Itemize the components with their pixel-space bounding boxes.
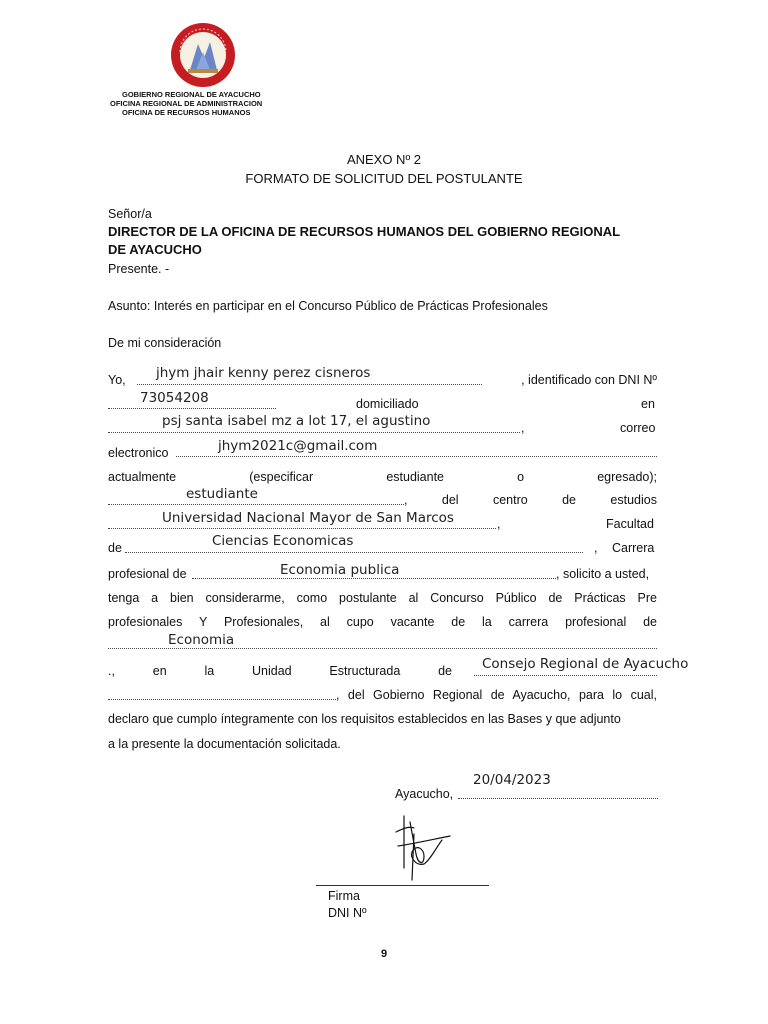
salutation: Señor/a (108, 207, 152, 221)
signature-line (316, 885, 489, 886)
dotted-line-name (137, 384, 482, 385)
label-domiciliado: domiciliado (356, 397, 419, 411)
word-unidad: Unidad (251, 664, 292, 678)
annex-title: ANEXO Nº 2 (346, 152, 422, 167)
paragraph-line-presente: a la presente la documentación solicitada. (108, 737, 341, 751)
dotted-line-email (176, 456, 657, 457)
label-yo: Yo, (108, 373, 126, 387)
word-en: en (152, 664, 167, 678)
dotted-line-date (458, 798, 658, 799)
unit-labels (108, 663, 452, 679)
filled-faculty: Ciencias Economicas (212, 533, 354, 549)
word-de: de (562, 493, 576, 507)
paragraph-line-profesionales: profesionales Y Profesionales, al cupo vacante de la carrera profesional de (108, 615, 657, 629)
dotted-line-unit-bottom (108, 699, 336, 700)
filled-name: jhym jhair kenny perez cisneros (156, 365, 371, 381)
word-centro: centro (492, 493, 528, 507)
dotted-line-faculty (125, 552, 583, 553)
label-firma: Firma (328, 889, 360, 903)
label-correo: correo (620, 421, 656, 435)
filled-address: psj santa isabel mz a lot 17, el agustino (162, 413, 431, 429)
addressee-line2: DE AYACUCHO (108, 242, 202, 257)
label-electronico: electronico (108, 446, 169, 460)
paragraph-line-tenga: tenga a bien considerarme, como postulante al Concurso Público de Prácticas Pre (108, 591, 657, 605)
paragraph-line-declaro: declaro que cumplo íntegramente con los requisitos establecidos en las Bases y que adjunto (108, 712, 621, 726)
word-del: del (441, 493, 459, 507)
word-egresado: egresado); (597, 470, 657, 484)
dotted-line-unit-top (474, 675, 657, 676)
word-comma: , (404, 493, 408, 507)
label-profesional-de: profesional de (108, 567, 187, 581)
label-dni: DNI Nº (328, 906, 367, 920)
handwritten-signature (390, 806, 460, 882)
page-number: 9 (380, 948, 388, 960)
org-name-line1: GOBIERNO REGIONAL DE AYACUCHO (122, 90, 261, 99)
label-solicito: , solicito a usted, (556, 567, 650, 581)
word-dot-comma: ., (108, 664, 115, 678)
filled-career: Economia publica (280, 562, 400, 578)
dotted-line-vacant-career (108, 648, 657, 649)
dotted-line-dni (108, 408, 276, 409)
label-en: en (641, 397, 655, 411)
org-name-line2: OFICINA REGIONAL DE ADMINISTRACION (110, 99, 263, 108)
label-facultad: Facultad (606, 517, 654, 531)
word-o: o (517, 470, 525, 484)
label-gobierno-regional: , del Gobierno Regional de Ayacucho, para lo cual, (336, 688, 657, 702)
dotted-line-condition (108, 504, 404, 505)
word-estudiante: estudiante (386, 470, 444, 484)
word-estructurada: Estructurada (329, 664, 401, 678)
word-estudios: estudios (610, 493, 657, 507)
study-center-labels (404, 492, 657, 508)
condition-spec-line (108, 469, 657, 485)
filled-vacant-career: Economia (168, 632, 235, 648)
label-comma-faculty: , (594, 541, 598, 555)
filled-email: jhym2021c@gmail.com (218, 438, 378, 454)
dotted-line-address (108, 432, 520, 433)
label-de: de (108, 541, 122, 555)
filled-condition: estudiante (186, 486, 258, 502)
presente-text: Presente. - (108, 262, 170, 276)
label-comma-address: , (521, 421, 525, 435)
word-actualmente: actualmente (108, 470, 177, 484)
word-especificar: (especificar (249, 470, 314, 484)
filled-date: 20/04/2023 (473, 772, 551, 788)
regional-government-seal (170, 22, 236, 88)
label-ayacucho-date: Ayacucho, (395, 787, 454, 801)
org-name-line3: OFICINA DE RECURSOS HUMANOS (122, 108, 251, 117)
filled-unit: Consejo Regional de Ayacucho (482, 656, 689, 672)
label-identificado: , identificado con DNI Nº (521, 373, 657, 387)
greeting: De mi consideración (108, 336, 222, 350)
filled-dni: 73054208 (140, 390, 209, 406)
label-carrera: Carrera (612, 541, 655, 555)
addressee-line1: DIRECTOR DE LA OFICINA DE RECURSOS HUMANOS DEL GOBIERNO REGIONAL (108, 224, 621, 239)
form-subtitle: FORMATO DE SOLICITUD DEL POSTULANTE (245, 171, 523, 186)
subject-line: Asunto: Interés en participar en el Concurso Público de Prácticas Profesionales (108, 299, 548, 313)
dotted-line-university (108, 528, 496, 529)
word-de-unidad: de (438, 664, 452, 678)
filled-university: Universidad Nacional Mayor de San Marcos (162, 510, 454, 526)
word-la: la (204, 664, 215, 678)
label-comma-university: , (497, 517, 501, 531)
dotted-line-career (192, 578, 556, 579)
